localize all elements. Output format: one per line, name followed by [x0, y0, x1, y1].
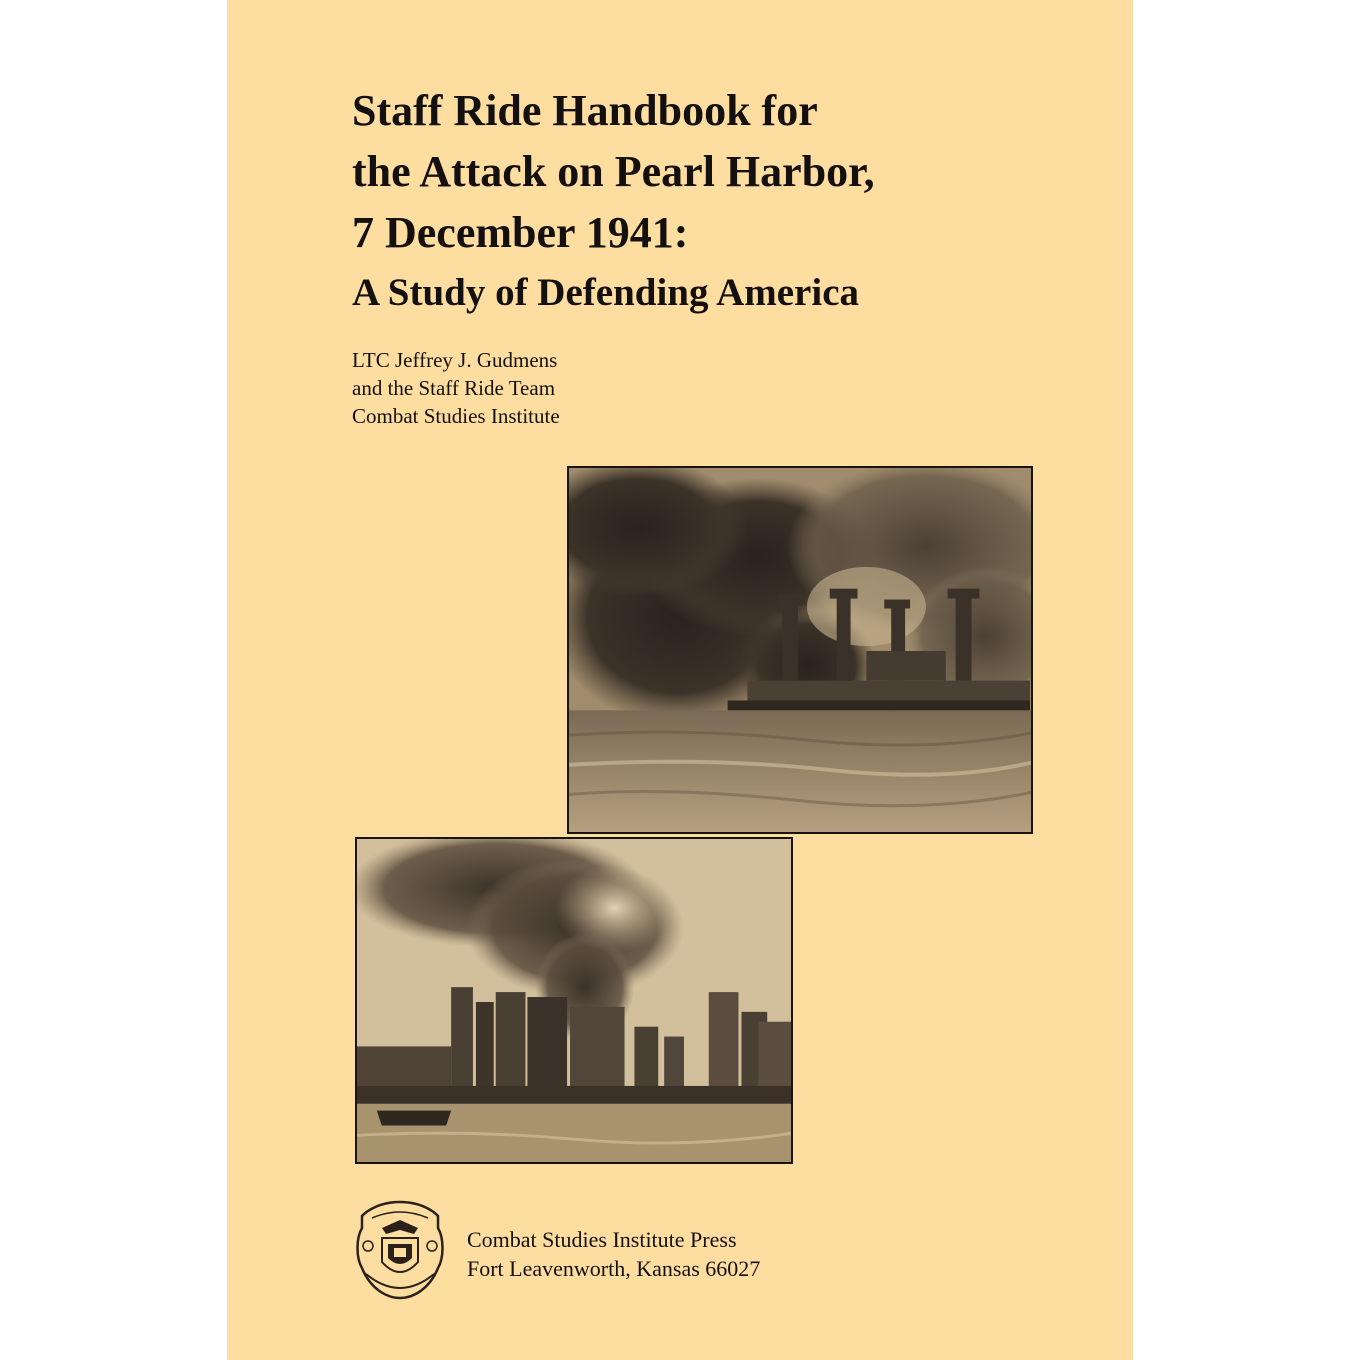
new-york-photo: [355, 837, 793, 1164]
publisher-block: [467, 1225, 760, 1283]
author-line-3: Combat Studies Institute: [352, 404, 560, 428]
pearl-harbor-image: [569, 468, 1031, 832]
title-line-1: Staff Ride Handbook for: [352, 86, 818, 135]
pearl-harbor-photo: [567, 466, 1033, 834]
new-york-image: [357, 839, 791, 1162]
combat-studies-institute-seal: [352, 1198, 448, 1302]
book-title: [352, 80, 1092, 320]
publisher-name: Combat Studies Institute Press: [467, 1227, 737, 1252]
seal-icon: [352, 1198, 448, 1302]
author-line-1: LTC Jeffrey J. Gudmens: [352, 348, 558, 372]
subtitle: A Study of Defending America: [352, 271, 859, 314]
publisher-location: Fort Leavenworth, Kansas 66027: [467, 1256, 761, 1281]
book-cover: [227, 0, 1133, 1360]
author-block: [352, 346, 560, 430]
title-line-3: 7 December 1941:: [352, 208, 689, 257]
title-line-2: the Attack on Pearl Harbor,: [352, 147, 875, 196]
author-line-2: and the Staff Ride Team: [352, 376, 556, 400]
